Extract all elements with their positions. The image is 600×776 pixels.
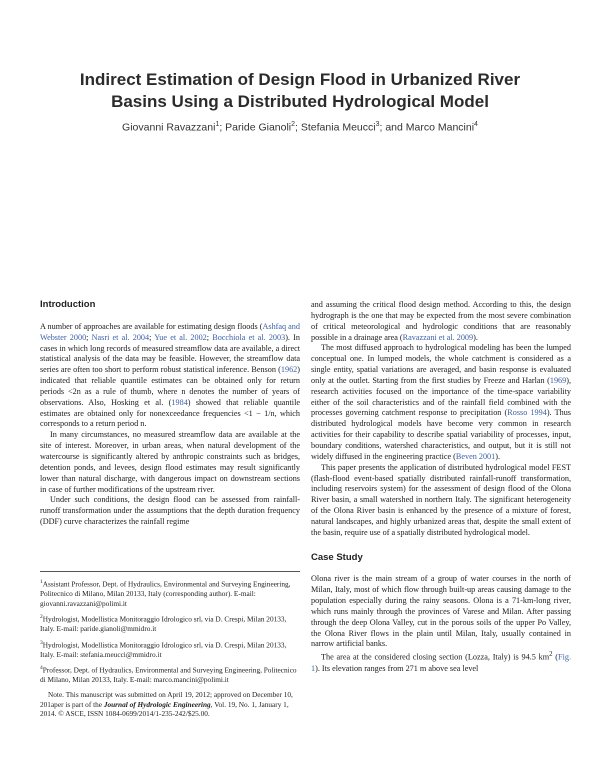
right-paragraph-3: This paper presents the application of distributed hydrological model FEST (flash-flood event-based spatially distributed rainfall-runoff transformation, including reservoirs system) for the assessment of design flood of the Olona River basin, a small watershed in northern Italy. The significant heterogeneity of the Olona River basin is enhanced by the presence of a mixture of forest, natural landscapes, and highly urbanized areas that, despite the small extent of the basin, require use of a spatially distributed hydrological model. xyxy=(311,462,571,537)
body-text: ), research activities focused on the importance of the time-space variability either of the soil characteristics and of the rainfall field combined with the processes governing catchment response to precipitation ( xyxy=(311,375,571,418)
footnote-text: Hydrologist, Modellistica Monitoraggio Idrologico srl, via D. Crespi, Milan 20133, Italy. E-mail: stefania.meucci@mmidro.it xyxy=(40,640,287,659)
body-text: ) indicated that reliable quantile estimates can be obtained only for return periods <2n as a rule of thumb, where n denotes the number of years of observations. Also, Hosking et al. ( xyxy=(40,365,300,407)
footnote-mark: 4 xyxy=(40,665,43,672)
body-text: ). Its elevation ranges from 271 m above sea level xyxy=(315,663,479,673)
author-name: ; and Marco Mancini xyxy=(379,121,475,134)
body-text: The most diffused approach to hydrological modeling has been the lumped conceptual one. In lumped models, the whole catchment is considered as a single entity, spatial variations are averaged, and basin response is evaluated only at the outlet. Starting from the first studies by Freeze and Harlan ( xyxy=(311,343,571,385)
body-text: ). In cases in which long records of measured streamflow data are available, a direct statistical analysis of the data may be feasible. However, the streamflow data series are often too short to perform robust statistical inference. Benson ( xyxy=(40,332,300,375)
right-paragraph-2 xyxy=(311,343,571,462)
body-text: ). xyxy=(473,332,478,342)
note-text: , Vol. 19, No. 1, January 1, 2014. © ASCE, ISSN 1084-0699/2014/1-235-242/$25.00. xyxy=(40,699,289,719)
intro-paragraph-1 xyxy=(40,322,300,430)
body-text: and assuming the critical flood design method. According to this, the design hydrograph is the one that may be expected from the most severe combination of critical meteorological and hydrologic conditions that are reasonably possible in a drainage area ( xyxy=(311,300,571,342)
footnote-text: Professor, Dept. of Hydraulics, Environmental and Surveying Engineering, Politecnico di Milano, Milan 20133, Italy. E-mail: marco.mancini@polimi.it xyxy=(40,665,297,685)
figure-link[interactable]: Fig. 1 xyxy=(311,653,572,673)
citation-link[interactable]: Bocchiola et al. 2003 xyxy=(212,332,286,342)
author-list xyxy=(40,121,560,134)
intro-paragraph-3: Under such conditions, the design flood can be assessed from rainfall-runoff transformation under the assumptions that the depth duration frequency (DDF) curve characterizes the rainfall regime xyxy=(40,495,300,527)
citation-link[interactable]: Nasri et al. 2004 xyxy=(91,332,150,342)
right-column xyxy=(311,300,571,675)
author-affiliation-mark: 4 xyxy=(474,121,478,128)
footnotes xyxy=(40,571,300,724)
intro-paragraph-2: In many circumstances, no measured streamflow data are available at the site of interest. Moreover, in urban areas, when natural development of the watercourse is significantly altered by anthropic constraints such as bridges, detention ponds, and levees, design flood estimates may result significantly lower than natural discharge, with dangerous impact on downstream sections in case of further modifications of the upstream river. xyxy=(40,430,300,494)
right-paragraph-1 xyxy=(311,300,571,343)
author-affiliation-mark: 3 xyxy=(375,121,380,128)
note-text: Note. This manuscript was submitted on April 19, 2012; approved on December 10, 201aper is part of the xyxy=(40,690,293,709)
journal-name: Journal of Hydrologic Engineering xyxy=(103,699,211,709)
citation-link[interactable]: Ravazzani et al. 2009 xyxy=(402,332,474,342)
body-text: ) showed that reliable quantile estimates are obtained only for nonexceedance frequencies <1 − 1/n, which corresponds to a return period n. xyxy=(40,397,300,429)
footnote-text: Assistant Professor, Dept. of Hydraulics, Environmental and Surveying Engineering, Politecnico di Milano, Milan 20133, Italy (corresponding author). E-mail: giovanni.ravazzani@polimi.it xyxy=(40,579,291,608)
body-text: The area at the considered closing section (Lozza, Italy) is 94.5 km xyxy=(321,653,550,663)
author-affiliation-mark: 1 xyxy=(215,121,220,128)
author-name: ; Paride Gianoli xyxy=(219,121,292,134)
left-column xyxy=(40,300,300,528)
citation-link[interactable]: Rosso 1994 xyxy=(507,408,547,418)
body-text: ). xyxy=(495,451,501,461)
footnote-text: Hydrologist, Modellistica Monitoraggio Idrologico srl, via D. Crespi, Milan 20133, Italy. E-mail: paride.gianoli@mmidro.it xyxy=(40,614,287,634)
footnote-mark: 1 xyxy=(40,579,43,585)
citation-link[interactable]: Beven 2001 xyxy=(455,451,496,461)
submission-note xyxy=(40,690,300,719)
footnote-divider xyxy=(40,571,300,572)
author-name: Giovanni Ravazzani xyxy=(122,121,216,134)
paper-title-line-1: Indirect Estimation of Design Flood in Urbanized River xyxy=(79,70,521,89)
author-name: ; Stefania Meucci xyxy=(295,121,376,134)
case-study-heading: Case Study xyxy=(311,551,363,563)
superscript: 2 xyxy=(549,651,553,659)
author-affiliation-mark: 2 xyxy=(291,121,296,128)
citation-link[interactable]: Yue et al. 2002 xyxy=(154,332,207,342)
body-text: ; xyxy=(206,332,213,342)
body-text: ; xyxy=(86,332,92,342)
body-text: ; xyxy=(149,332,155,342)
footnote-3 xyxy=(40,639,300,660)
citation-link[interactable]: 1969 xyxy=(549,375,567,385)
case-study-paragraph-1: Olona river is the main stream of a group of water courses in the north of Milan, Italy, most of which flow through built-up areas causing damage to the population especially during the rainy seasons. Olona is a 71-km-long river, which runs mainly through the provinces of Varese and Milan. After passing through the deep Olona Valley, cut in the porous soils of the upper Po Valley, the Olona River flows in the plain until Milan, Italy, usually contained in narrow artificial banks. xyxy=(311,574,571,649)
footnote-mark: 2 xyxy=(40,614,43,621)
paper-title-line-2: Basins Using a Distributed Hydrological Model xyxy=(111,92,489,111)
footnote-1 xyxy=(40,578,300,608)
body-text: A number of approaches are available for estimating design floods ( xyxy=(40,321,263,331)
footnote-mark: 3 xyxy=(40,639,43,646)
body-text: ). Thus distributed hydrological models have become very common in research activities for their capability to describe spatial variability of processes, input, boundary conditions, watershed characteristics, and output, but it is still not widely diffused in the engineering practice ( xyxy=(311,408,571,461)
introduction-heading: Introduction xyxy=(40,299,96,310)
citation-link[interactable]: 1962 xyxy=(280,365,298,375)
citation-link[interactable]: Ashfaq and Webster 2000 xyxy=(40,321,300,342)
case-study-paragraph-2 xyxy=(311,650,571,674)
citation-link[interactable]: 1984 xyxy=(171,397,188,407)
footnote-2 xyxy=(40,613,300,634)
footnote-4 xyxy=(40,664,300,685)
body-text: ( xyxy=(552,653,559,663)
